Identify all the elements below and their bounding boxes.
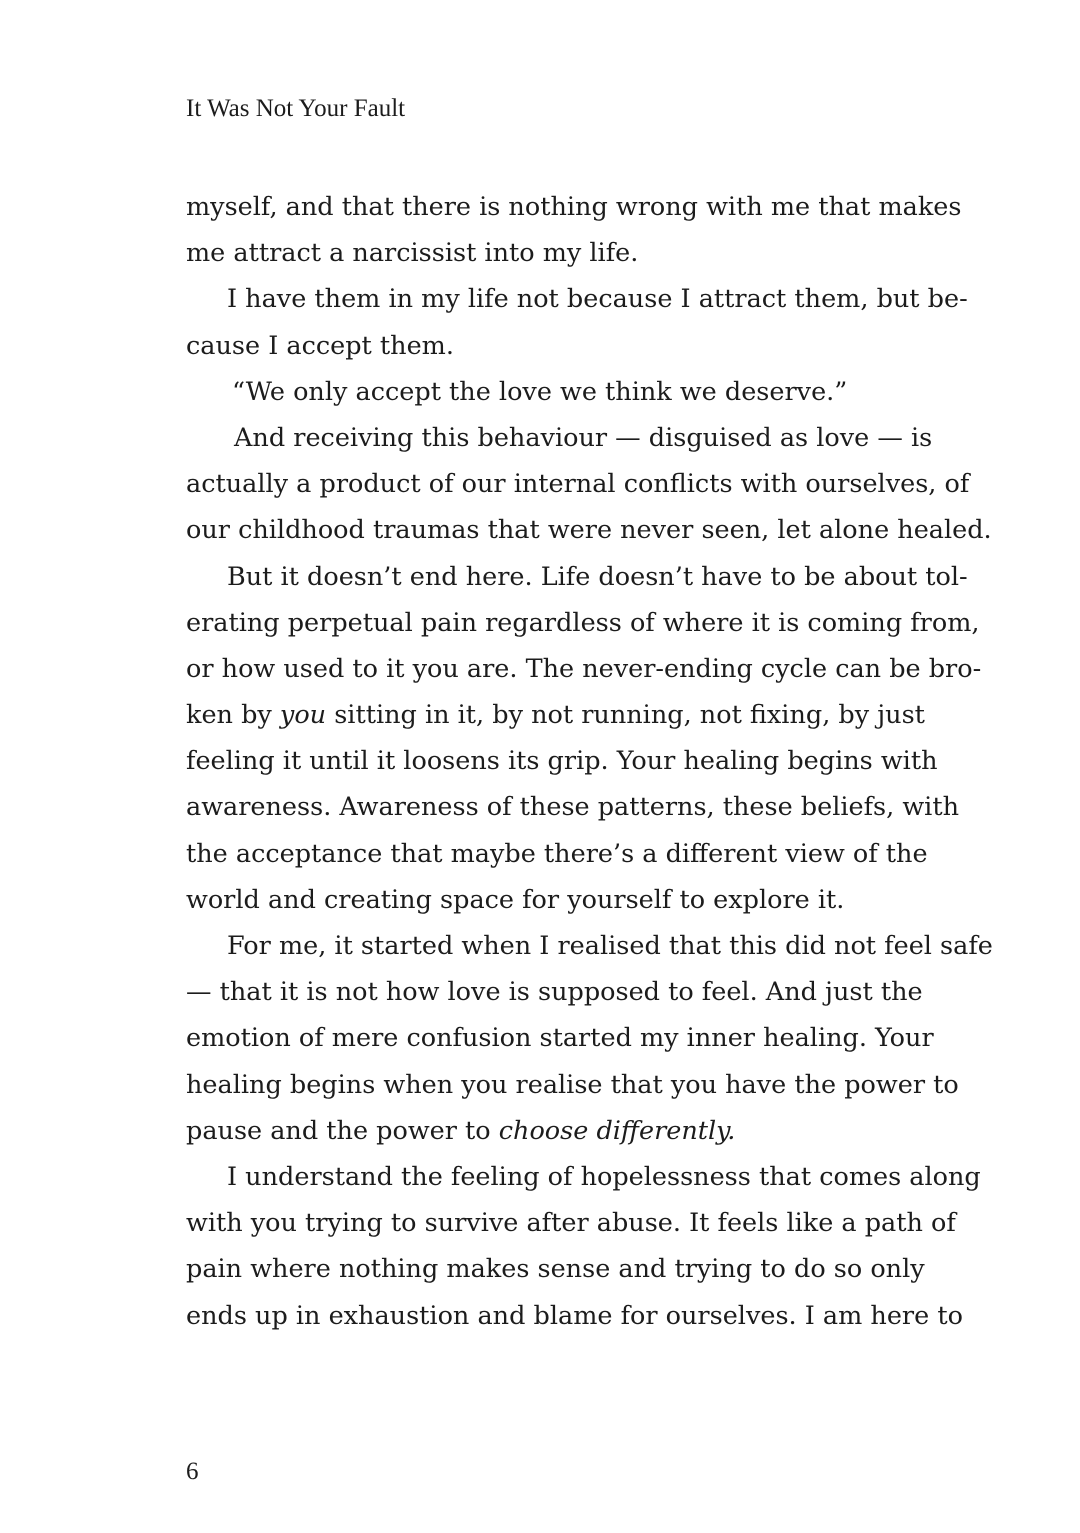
quote-line: “We only accept the love we think we deserve.”	[232, 376, 848, 407]
text-line: me attract a narcissist into my life.	[186, 238, 639, 269]
body-text	[186, 184, 993, 1339]
text-line: cause I accept them.	[186, 330, 454, 361]
text-line: — that it is not how love is supposed to feel. And just the	[186, 977, 923, 1008]
text-line: ends up in exhaustion and blame for ourselves. I am here to	[186, 1300, 963, 1331]
text-line: I understand the feeling of hopelessness that comes along	[227, 1161, 981, 1192]
text-line: And receiving this behaviour — disguised as love — is	[234, 422, 933, 453]
running-header: It Was Not Your Fault	[186, 95, 406, 122]
text-line: For me, it started when I realised that this did not feel safe	[227, 931, 993, 961]
emphasis-text: choose differently.	[498, 1115, 736, 1146]
text-line: with you trying to survive after abuse. It feels like a path of	[186, 1208, 956, 1239]
text-line: erating perpetual pain regardless of where it is coming from,	[186, 607, 980, 638]
text-line	[186, 692, 925, 738]
text-line: pain where nothing makes sense and trying to do so only	[186, 1254, 925, 1285]
text-line: world and creating space for yourself to explore it.	[186, 884, 845, 915]
text-line: feeling it until it loosens its grip. Your healing begins with	[186, 746, 938, 777]
text-line: myself, and that there is nothing wrong with me that makes	[186, 192, 962, 222]
text-fragment: sitting in it, by not running, not fixing, by just	[326, 700, 925, 731]
text-fragment: ken by	[186, 700, 280, 731]
text-line: our childhood traumas that were never seen, let alone healed.	[186, 515, 992, 546]
text-line: actually a product of our internal conflicts with ourselves, of	[186, 469, 970, 500]
text-line: or how used to it you are. The never-ending cycle can be bro-	[186, 653, 982, 684]
text-line: the acceptance that maybe there’s a different view of the	[186, 838, 928, 869]
page-number: 6	[186, 1458, 199, 1485]
emphasis-text: you	[279, 700, 327, 731]
text-line: emotion of mere confusion started my inner healing. Your	[186, 1023, 934, 1054]
text-line	[186, 1108, 894, 1154]
text-fragment: pause and the power to	[186, 1115, 499, 1146]
text-line: I have them in my life not because I attract them, but be-	[227, 284, 968, 315]
text-line: But it doesn’t end here. Life doesn’t have to be about tol-	[227, 561, 968, 592]
text-line: awareness. Awareness of these patterns, these beliefs, with	[186, 792, 959, 823]
text-line: healing begins when you realise that you have the power to	[186, 1069, 959, 1100]
